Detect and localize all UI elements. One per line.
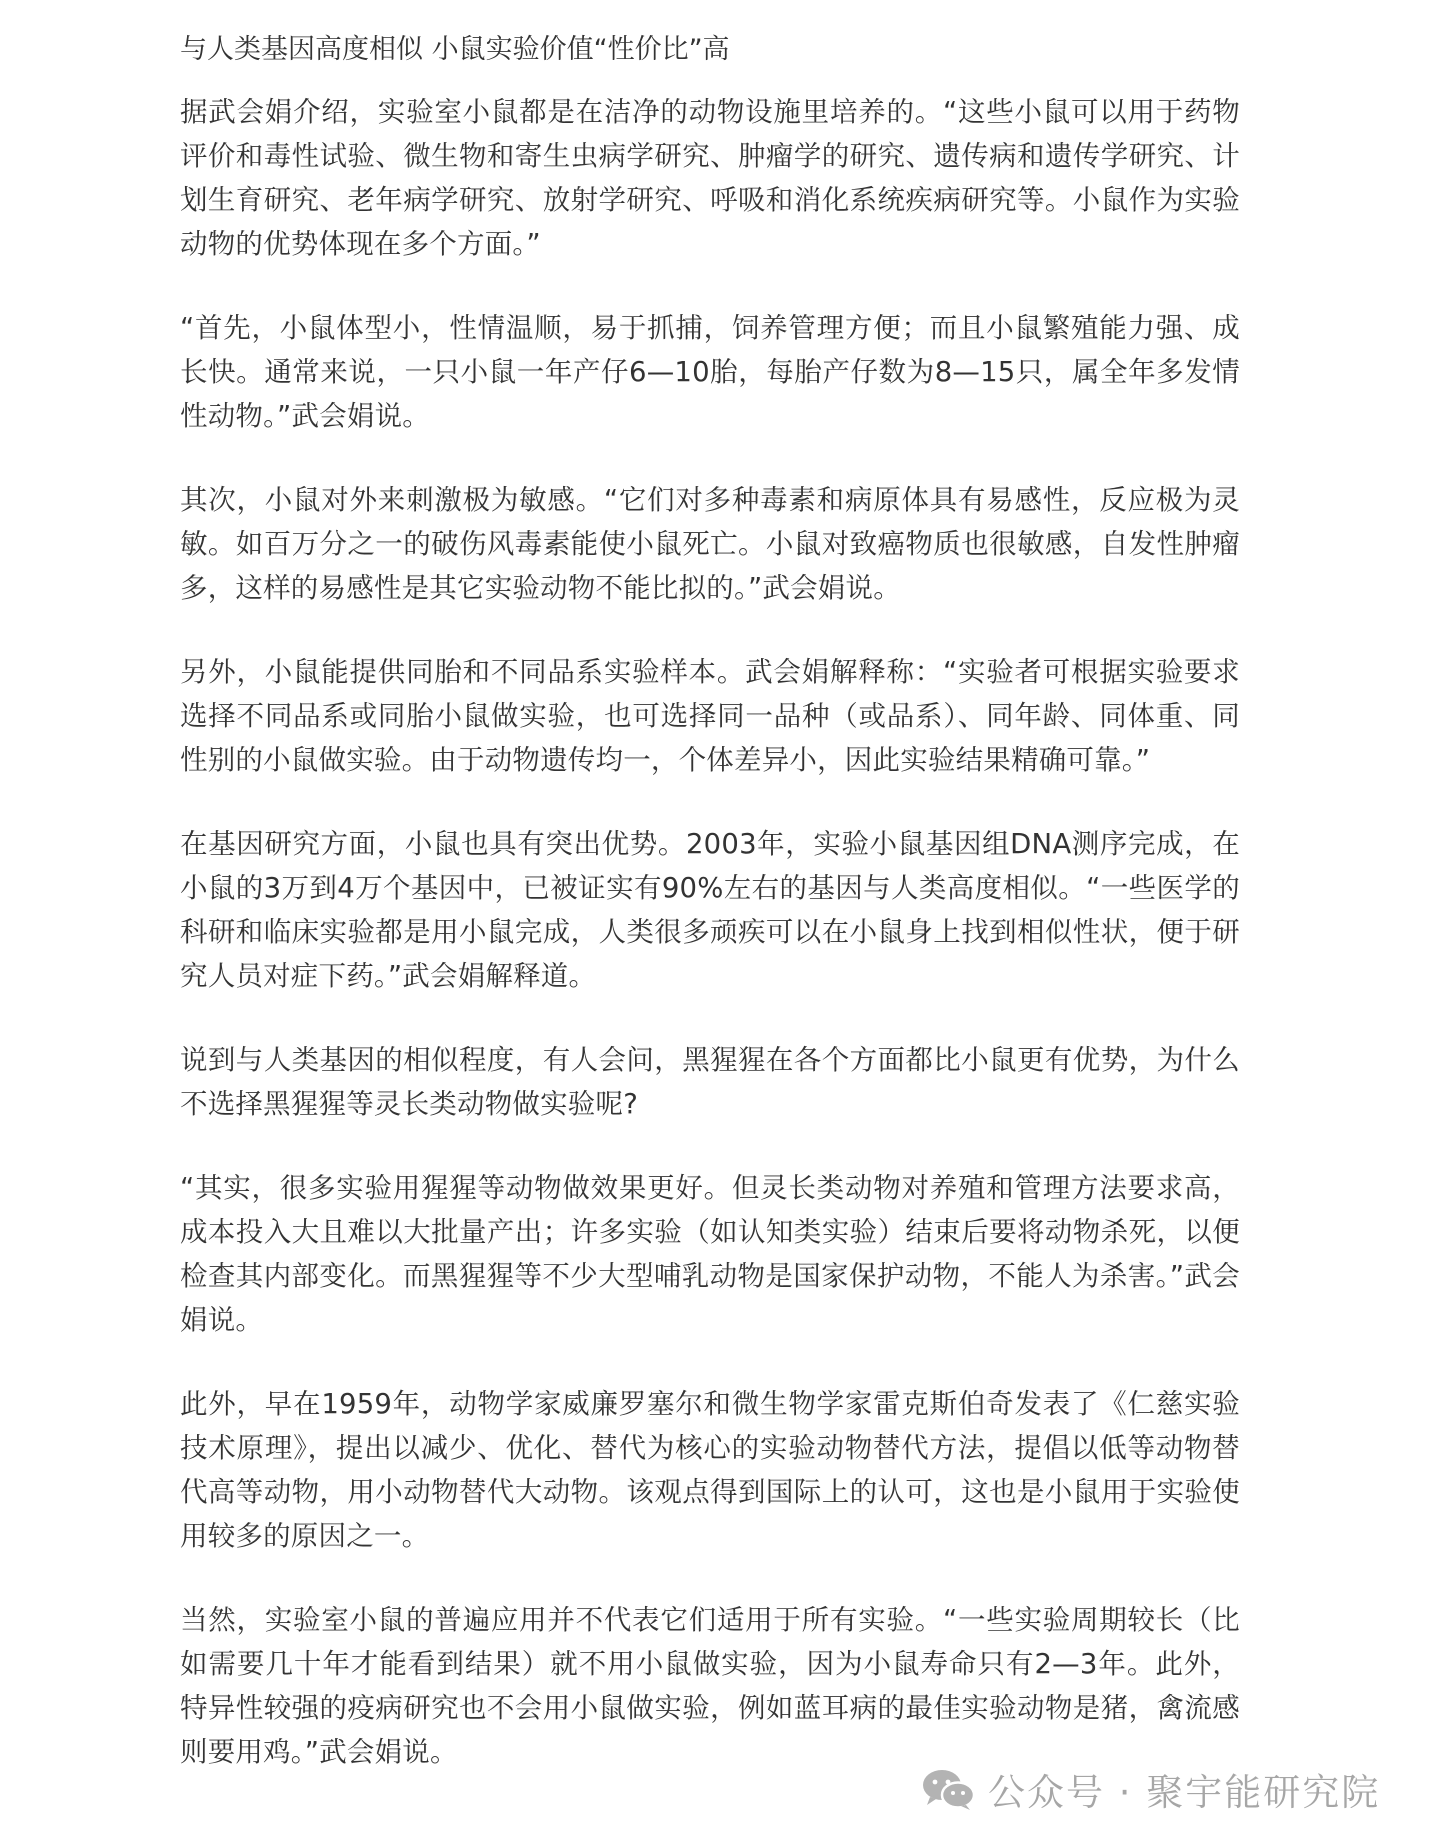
paragraph-1: 据武会娟介绍，实验室小鼠都是在洁净的动物设施里培养的。“这些小鼠可以用于药物评价和毒性试验、微生物和寄生虫病学研究、肿瘤学的研究、遗传病和遗传学研究、计划生育研究、老年病学研究、放射学研究、呼吸和消化系统疾病研究等。小鼠作为实验动物的优势体现在多个方面。”: [180, 96, 1240, 260]
article: [180, 28, 1240, 1814]
wechat-icon: [920, 1767, 978, 1811]
article-heading: 与人类基因高度相似 小鼠实验价值“性价比”高: [180, 34, 730, 65]
watermark-text: 公众号 · 聚宇能研究院: [988, 1771, 1381, 1814]
paragraph-3: 其次，小鼠对外来刺激极为敏感。“它们对多种毒素和病原体具有易感性，反应极为灵敏。如百万分之一的破伤风毒素能使小鼠死亡。小鼠对致癌物质也很敏感，自发性肿瘤多，这样的易感性是其它实验动物不能比拟的。”武会娟说。: [180, 484, 1240, 604]
watermark: [920, 1765, 1380, 1813]
paragraph-7: “其实，很多实验用猩猩等动物做效果更好。但灵长类动物对养殖和管理方法要求高，成本投入大且难以大批量产出；许多实验（如认知类实验）结束后要将动物杀死，以便检查其内部变化。而黑猩猩等不少大型哺乳动物是国家保护动物，不能人为杀害。”武会娟说。: [180, 1172, 1240, 1336]
paragraph-8: 此外，早在1959年，动物学家威廉罗塞尔和微生物学家雷克斯伯奇发表了《仁慈实验技术原理》，提出以减少、优化、替代为核心的实验动物替代方法，提倡以低等动物替代高等动物，用小动物替代大动物。该观点得到国际上的认可，这也是小鼠用于实验使用较多的原因之一。: [180, 1388, 1240, 1552]
paragraph-4: 另外，小鼠能提供同胎和不同品系实验样本。武会娟解释称：“实验者可根据实验要求选择不同品系或同胎小鼠做实验，也可选择同一品种（或品系）、同年龄、同体重、同性别的小鼠做实验。由于动物遗传均一，个体差异小，因此实验结果精确可靠。”: [180, 656, 1240, 776]
paragraph-9: 当然，实验室小鼠的普遍应用并不代表它们适用于所有实验。“一些实验周期较长（比如需要几十年才能看到结果）就不用小鼠做实验，因为小鼠寿命只有2—3年。此外，特异性较强的疫病研究也不会用小鼠做实验，例如蓝耳病的最佳实验动物是猪，禽流感则要用鸡。”武会娟说。: [180, 1604, 1240, 1768]
paragraph-2: “首先，小鼠体型小，性情温顺，易于抓捕，饲养管理方便；而且小鼠繁殖能力强、成长快。通常来说，一只小鼠一年产仔6—10胎，每胎产仔数为8—15只，属全年多发情性动物。”武会娟说。: [180, 312, 1240, 432]
paragraph-5: 在基因研究方面，小鼠也具有突出优势。2003年，实验小鼠基因组DNA测序完成，在小鼠的3万到4万个基因中，已被证实有90%左右的基因与人类高度相似。“一些医学的科研和临床实验都是用小鼠完成，人类很多顽疾可以在小鼠身上找到相似性状，便于研究人员对症下药。”武会娟解释道。: [180, 828, 1240, 992]
paragraph-6: 说到与人类基因的相似程度，有人会问，黑猩猩在各个方面都比小鼠更有优势，为什么不选择黑猩猩等灵长类动物做实验呢?: [180, 1044, 1240, 1120]
